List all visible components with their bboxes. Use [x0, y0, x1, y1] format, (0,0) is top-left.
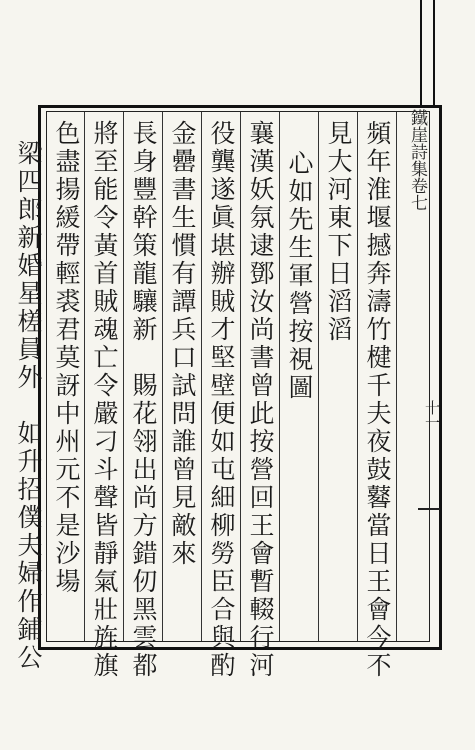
text-column-7: 長身豐幹策龍驤新 賜花翎出尚方錯仞黑雲都 [129, 120, 158, 680]
folio-number: 十一 [423, 400, 441, 430]
column-rule [201, 112, 202, 641]
column-rule [318, 112, 319, 641]
column-rule [123, 112, 124, 641]
column-rule [357, 112, 358, 641]
folio-rule-left [420, 0, 422, 106]
text-column-6: 金罍書生慣有譚兵口試問誰曾見敵來 [168, 120, 197, 568]
text-column-4: 襄漢妖氛逮鄧汝尚書曾此按營回王會暫輟行河 [246, 120, 275, 680]
column-rule [162, 112, 163, 641]
column-rule [396, 112, 397, 641]
text-column-5: 役龔遂眞堪辦賊才堅壁便如屯細柳勞臣合與酌 [207, 120, 236, 680]
text-column-2: 見大河東下日滔滔 [324, 120, 353, 344]
text-column-9: 色盡揚緩帶輕裘君莫訝中州元不是沙場 [52, 120, 81, 596]
text-column-10: 梁四郎新婚星槎員外 如升招僕夫婦作鋪公 [14, 140, 43, 672]
column-rule [240, 112, 241, 641]
text-column-3: 心如先生軍營按視圖 [285, 150, 314, 402]
book-title: 鐵崖詩集卷七 [407, 109, 427, 211]
folio-rule-right [433, 0, 435, 106]
text-column-1: 頻年淮堰撼奔濤竹楗千夫夜鼓鼛當日王會今不 [363, 120, 392, 680]
text-column-8: 將至能令黃首賊魂亡令嚴刁斗聲皆靜氣壯旌旗 [90, 120, 119, 680]
column-rule [84, 112, 85, 641]
column-rule [279, 112, 280, 641]
folio-tick-mark [418, 508, 440, 510]
